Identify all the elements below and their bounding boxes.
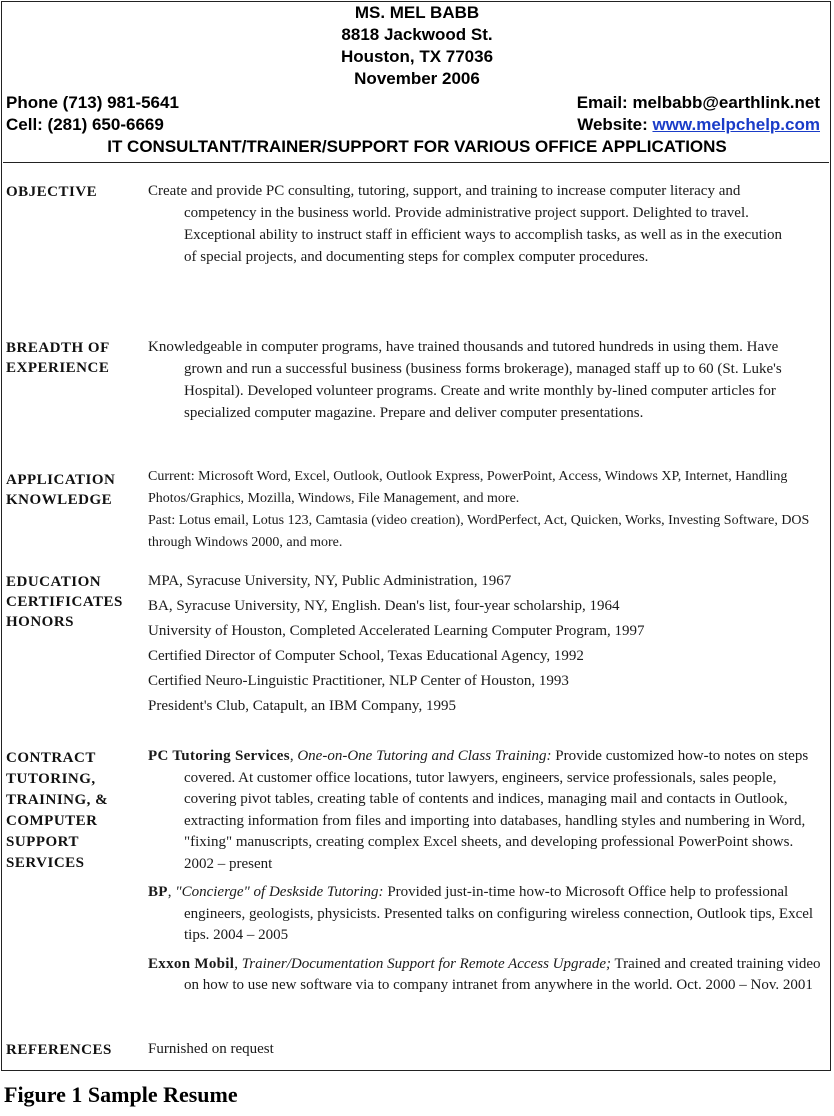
application-label [6,470,146,510]
application-label-line2: KNOWLEDGE [6,492,113,508]
entry-desc: Provide customized how-to notes on steps covered. At customer office locations, tutor lawyers, engineers, service professionals, sales people, covering pivot tables, creating table of contents and indices, managing mail and contacts in Outlook, extracting information from files and importing into databases, handling styles and numbering in Word, "fixing" manuscripts, creating complex Excel sheets, and developing professional PowerPoint shows. 2002 – present [184,748,809,872]
application-section [148,466,818,554]
contract-entry-pc-tutoring: PC Tutoring Services, One-on-One Tutoring and Class Training: Provide customized how-to notes on steps covered. At customer office locations, tutor lawyers, engineers, service professionals, sales people, covering pivot tables, creating table of contents and indices, managing mail and contacts in Outlook, extracting information from files and importing into databases, handling styles and numbering in Word, "fixing" manuscripts, creating complex Excel sheets, and developing professional PowerPoint shows. 2002 – present [148,748,809,872]
breadth-label-line2: EXPERIENCE [6,360,110,376]
breadth-section [148,336,794,424]
resume-date: November 2006 [354,69,480,88]
contract-label-line6: SERVICES [6,855,85,871]
entry-title: Trainer/Documentation Support for Remote Access Upgrade; [241,955,611,972]
education-section [148,570,645,720]
contract-label-line2: TUTORING, [6,771,96,787]
breadth-text: Knowledgeable in computer programs, have trained thousands and tutored hundreds in using them. Have grown and run a successful business (business forms brokerage), managed staff up to 60 (St. Luke's Hospital). Developed volunteer programs. Create and write monthly by-lined computer articles for specialized computer magazine. Prepare and deliver computer presentations. [148,339,782,421]
entry-title: "Concierge" of Deskside Tutoring: [175,884,384,900]
website-line [577,114,820,136]
website-link[interactable]: www.melpchelp.com [652,115,820,134]
resume-name: MS. MEL BABB [354,3,480,22]
education-label-line2: CERTIFICATES [6,594,123,610]
education-item: MPA, Syracuse University, NY, Public Administration, 1967 [148,573,512,589]
education-item: University of Houston, Completed Accelerated Learning Computer Program, 1997 [148,623,645,639]
objective-section [148,180,794,268]
headline: IT CONSULTANT/TRAINER/SUPPORT FOR VARIOUS OFFICE APPLICATIONS [107,137,727,156]
contract-label [6,748,146,874]
website-label: Website: [577,115,653,134]
header-divider [3,162,829,163]
application-past: Past: Lotus email, Lotus 123, Camtasia (video creation), WordPerfect, Act, Quicken, Works, Investing Software, DOS through Windows 2000, and more. [148,513,810,550]
education-label-line1: EDUCATION [6,574,102,590]
entry-desc: Provided just-in-time how-to Microsoft Office help to professional engineers, geologists, physicists. Presented talks on configuring wireless connection, Outlook tips, Excel tips. 2004 – 2005 [184,884,814,943]
entry-org: Exxon Mobil [148,955,235,972]
contract-label-line5: SUPPORT [6,834,79,850]
contract-label-line4: COMPUTER [6,813,98,829]
education-item: BA, Syracuse University, NY, English. Dean's list, four-year scholarship, 1964 [148,598,620,614]
entry-org: PC Tutoring Services [148,748,290,764]
education-label [6,572,146,632]
education-item: Certified Director of Computer School, Texas Educational Agency, 1992 [148,648,584,664]
contract-entry-exxon: Exxon Mobil, Trainer/Documentation Support for Remote Access Upgrade; Trained and created training video on how to use new software via to company intranet from anywhere in the world. Oct. 2000 – Nov. 2001 [148,955,821,993]
city-address: Houston, TX 77036 [340,47,494,66]
contract-entry-bp: BP, "Concierge" of Deskside Tutoring: Provided just-in-time how-to Microsoft Office help to professional engineers, geologists, physicists. Presented talks on configuring wireless connection, Outlook tips, Excel tips. 2004 – 2005 [148,884,814,943]
education-label-line3: HONORS [6,614,75,630]
email-address: Email: melbabb@earthlink.net [576,93,820,112]
entry-title: One-on-One Tutoring and Class Training: [297,748,552,764]
application-label-line1: APPLICATION [6,472,116,488]
education-item: Certified Neuro-Linguistic Practitioner, NLP Center of Houston, 1993 [148,673,569,689]
entry-org: BP [148,884,168,900]
entry-desc: Trained and created training video on how to use new software via to company intranet from anywhere in the world. Oct. 2000 – Nov. 2001 [184,955,821,993]
breadth-label-line1: BREADTH OF [6,340,110,356]
contract-section [148,746,826,997]
cell-number: Cell: (281) 650-6669 [6,115,164,134]
figure-caption: Figure 1 Sample Resume [4,1082,238,1107]
contract-label-line3: TRAINING, & [6,792,109,808]
references-text: Furnished on request [148,1041,274,1057]
references-label: REFERENCES [6,1042,112,1058]
objective-label: OBJECTIVE [6,184,98,200]
contract-label-line1: CONTRACT [6,750,96,766]
objective-text: Create and provide PC consulting, tutoring, support, and training to increase computer literacy and competency in the business world. Provide administrative project support. Delighted to travel. Exceptional ability to instruct staff in efficient ways to accomplish tasks, as well as in the execution of special projects, and documenting steps for complex computer procedures. [148,183,783,265]
phone-number: Phone (713) 981-5641 [6,93,179,112]
breadth-label [6,338,146,378]
street-address: 8818 Jackwood St. [341,25,493,44]
application-current: Current: Microsoft Word, Excel, Outlook, Outlook Express, PowerPoint, Access, Windows XP, Internet, Handling Photos/Graphics, Mozilla, Windows, File Management, and more. [148,469,788,506]
education-item: President's Club, Catapult, an IBM Company, 1995 [148,698,456,714]
